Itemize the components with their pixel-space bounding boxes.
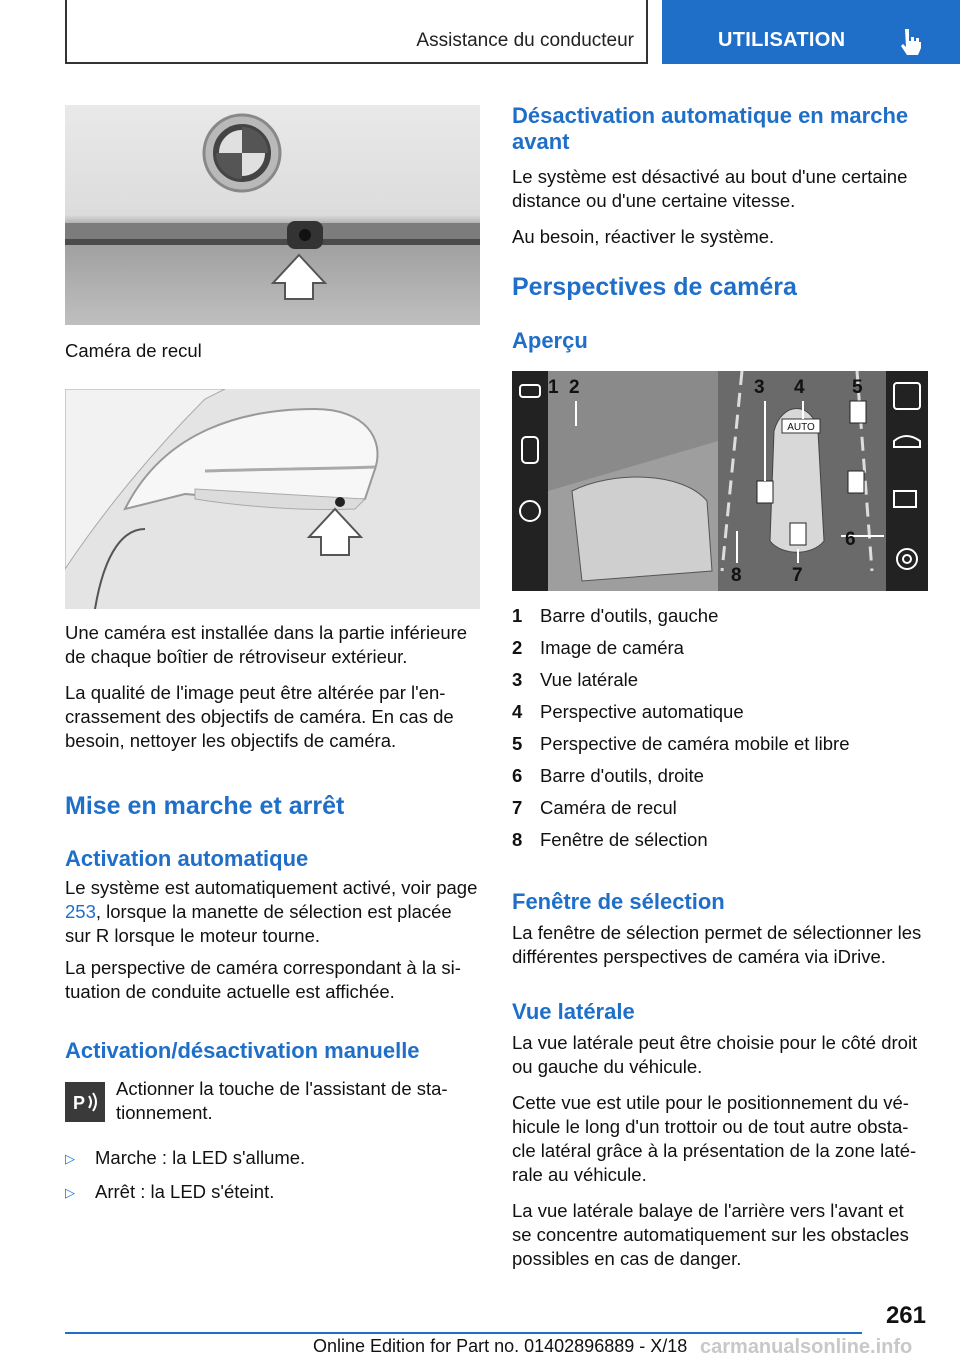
legend-item: 2 Image de caméra bbox=[512, 637, 684, 658]
heading-perspectives: Perspectives de caméra bbox=[512, 273, 797, 301]
para-vue-3: La vue latérale balaye de l'arrière vers l'avant et se concentre automatiquement sur les obstacles possibles en cas de danger. bbox=[512, 1200, 909, 1269]
chapter-tab[interactable] bbox=[662, 0, 960, 64]
legend-item: 4 Perspective automatique bbox=[512, 701, 744, 722]
camera-screen-illustration bbox=[512, 371, 928, 591]
triangle-bullet-icon: ▷ bbox=[65, 1185, 75, 1200]
para-deactivation: Le système est désactivé au bout d'une certaine distance ou d'une certaine vitesse. bbox=[512, 166, 908, 211]
page-link[interactable]: 253 bbox=[65, 901, 96, 922]
mirror-camera-photo bbox=[65, 389, 480, 609]
callout-6: 6 bbox=[845, 529, 856, 550]
para-image-quality: La qualité de l'image peut être altérée par l'en-crassement des objectifs de caméra. En cas de besoin, nettoyer les objectifs de caméra. bbox=[65, 682, 454, 751]
heading-activation-manual: Activation/désactivation manuelle bbox=[65, 1038, 420, 1063]
caption-rear-camera: Caméra de recul bbox=[65, 340, 202, 361]
heading-vue-laterale: Vue latérale bbox=[512, 999, 635, 1024]
legend-item: 3 Vue latérale bbox=[512, 669, 639, 690]
edition-text: Online Edition for Part no. 01402896889 - X/18 bbox=[313, 1336, 688, 1356]
heading-apercu: Aperçu bbox=[512, 328, 588, 353]
legend-item: 5 Perspective de caméra mobile et libre bbox=[512, 733, 850, 754]
para-manual: Actionner la touche de l'assistant de sta-tionnement. bbox=[116, 1078, 448, 1123]
svg-text:P: P bbox=[73, 1093, 86, 1113]
heading-deactivation: Désactivation automatique en marche avant bbox=[512, 103, 909, 154]
hand-pointer-icon bbox=[896, 26, 926, 56]
chapter-tab-label: UTILISATION bbox=[718, 29, 846, 51]
mirror-illustration bbox=[65, 389, 480, 609]
legend-item: 8 Fenêtre de sélection bbox=[512, 829, 708, 850]
watermark: carmanualsonline.info bbox=[700, 1336, 913, 1358]
para-fenetre: La fenêtre de sélection permet de sélectionner les différentes perspectives de caméra via iDrive. bbox=[512, 922, 922, 967]
footer-rule bbox=[65, 1332, 862, 1334]
para-reactivate: Au besoin, réactiver le système. bbox=[512, 226, 775, 247]
camera-screen-figure bbox=[512, 371, 928, 591]
bullet-off: ▷ Arrêt : la LED s'éteint. bbox=[65, 1181, 275, 1202]
callout-7: 7 bbox=[792, 565, 803, 586]
callout-4: 4 bbox=[794, 377, 805, 398]
header-frame bbox=[65, 0, 648, 64]
heading-activation-auto: Activation automatique bbox=[65, 846, 309, 871]
callout-1: 1 bbox=[548, 377, 559, 398]
legend-item: 6 Barre d'outils, droite bbox=[512, 765, 704, 786]
callout-3: 3 bbox=[754, 377, 765, 398]
page-number: 261 bbox=[885, 1302, 926, 1329]
auto-badge: AUTO bbox=[787, 422, 815, 433]
para-auto-activation: Le système est automatiquement activé, voir page 253, lorsque la manette de sélection est placée sur R lorsque le moteur tourne. bbox=[65, 877, 478, 946]
rear-camera-photo bbox=[65, 105, 480, 325]
rear-camera-illustration bbox=[65, 105, 480, 325]
legend-item: 7 Caméra de recul bbox=[512, 797, 677, 818]
parking-assist-key-icon bbox=[65, 1082, 105, 1122]
para-vue-1: La vue latérale peut être choisie pour le côté droit ou gauche du véhicule. bbox=[512, 1032, 918, 1077]
bullet-on: ▷ Marche : la LED s'allume. bbox=[65, 1147, 306, 1168]
legend-item: 1 Barre d'outils, gauche bbox=[512, 605, 719, 626]
callout-8: 8 bbox=[731, 565, 742, 586]
para-vue-2: Cette vue est utile pour le positionnement du vé-hicule le long d'un trottoir ou de tout autre obsta-cle latéral grâce à la présentation de la zone laté-rale au véhicule. bbox=[512, 1092, 917, 1185]
para-perspective: La perspective de caméra correspondant à la si-tuation de conduite actuelle est affichée. bbox=[65, 957, 461, 1002]
triangle-bullet-icon: ▷ bbox=[65, 1151, 75, 1166]
callout-2: 2 bbox=[569, 377, 580, 398]
heading-mise-en-marche: Mise en marche et arrêt bbox=[65, 792, 345, 820]
heading-fenetre: Fenêtre de sélection bbox=[512, 889, 725, 914]
section-title: Assistance du conducteur bbox=[416, 30, 634, 51]
figure-legend bbox=[512, 600, 928, 856]
para-mirror-camera: Une caméra est installée dans la partie inférieure de chaque boîtier de rétroviseur extérieur. bbox=[65, 622, 468, 667]
callout-5: 5 bbox=[852, 377, 863, 398]
